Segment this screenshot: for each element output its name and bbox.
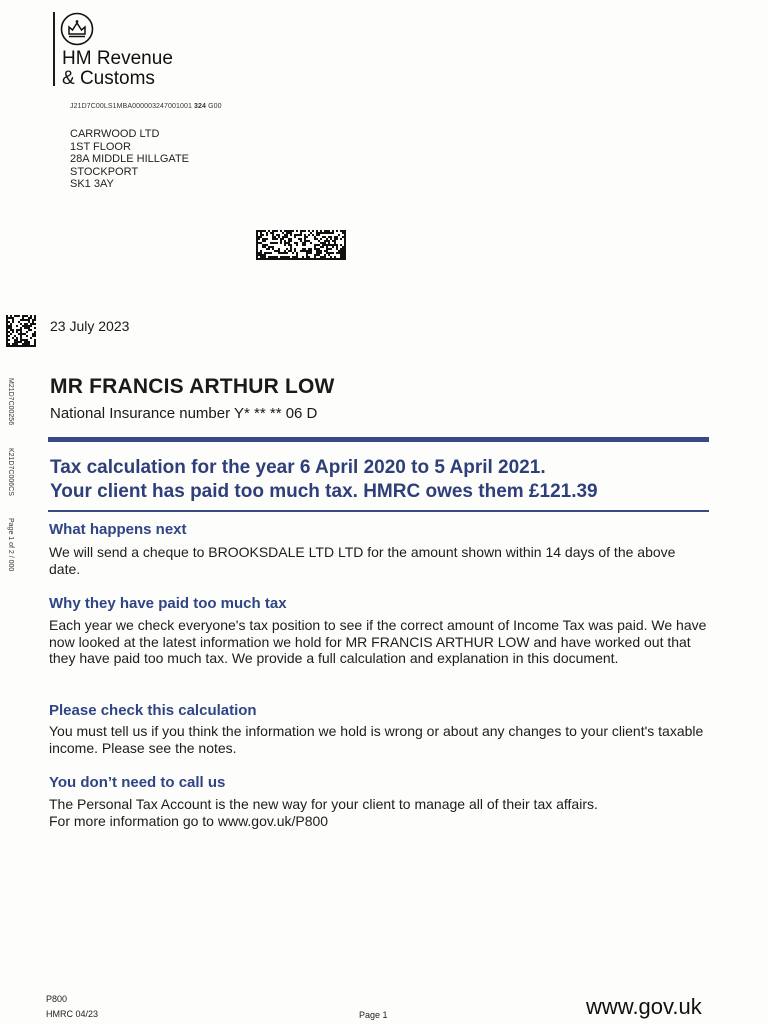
qr-code-icon bbox=[6, 315, 36, 347]
address-line: SK1 3AY bbox=[70, 178, 114, 190]
section-heading-why-overpaid: Why they have paid too much tax bbox=[49, 595, 287, 612]
section-body-line-2: For more information go to www.gov.uk/P800 bbox=[49, 812, 329, 829]
section-heading-what-happens-next: What happens next bbox=[49, 521, 187, 538]
address-line: STOCKPORT bbox=[70, 165, 139, 178]
reference-suffix: G00 bbox=[206, 103, 222, 110]
form-code: P800 bbox=[46, 994, 68, 1004]
reference-code bbox=[70, 103, 222, 110]
headline-line-2: Your client has paid too much tax. HMRC owes them £121.39 bbox=[50, 481, 598, 502]
page-number: Page 1 bbox=[359, 1010, 388, 1020]
side-code-1: M21D7C00256 bbox=[7, 378, 14, 426]
section-heading-check-calculation: Please check this calculation bbox=[49, 702, 257, 719]
tax-headline bbox=[50, 456, 598, 504]
section-body-what-happens-next: We will send a cheque to BROOKSDALE LTD LTD for the amount shown within 14 days of the above date. bbox=[49, 544, 676, 577]
heading-divider bbox=[48, 437, 709, 442]
website-link[interactable]: www.gov.uk bbox=[586, 994, 702, 1019]
section-heading-no-need-to-call: You don’t need to call us bbox=[49, 774, 226, 791]
crown-crest-icon bbox=[60, 12, 94, 46]
logo-line-1: HM Revenue bbox=[62, 48, 173, 69]
headline-line-1: Tax calculation for the year 6 April 2020 to 5 April 2021. bbox=[50, 457, 546, 478]
hmrc-logo-text bbox=[62, 49, 173, 89]
section-body-why-overpaid: Each year we check everyone's tax position to see if the correct amount of Income Tax was paid. We have now looked at the latest information we hold for MR FRANCIS ARTHUR LOW and have worked out that they have paid too much tax. We provide a full calculation and explanation in this document. bbox=[49, 617, 707, 666]
address-block bbox=[70, 128, 189, 191]
recipient-name: MR FRANCIS ARTHUR LOW bbox=[50, 375, 335, 398]
letter-date: 23 July 2023 bbox=[50, 318, 130, 334]
logo-line-2: & Customs bbox=[62, 68, 155, 89]
logo-divider bbox=[53, 12, 55, 86]
form-version: HMRC 04/23 bbox=[46, 1009, 99, 1019]
address-line: 1ST FLOOR bbox=[70, 140, 131, 153]
side-print-codes bbox=[2, 370, 16, 750]
address-line: 28A MIDDLE HILLGATE bbox=[70, 153, 190, 165]
headline-divider bbox=[48, 510, 709, 512]
section-body-check-calculation: You must tell us if you think the information we hold is wrong or about any changes to your client's taxable income. Please see the notes. bbox=[49, 723, 704, 756]
address-line: CARRWOOD LTD bbox=[70, 128, 160, 140]
reference-prefix: J21D7C00LS1MBA000003247001001 bbox=[70, 103, 195, 110]
datamatrix-barcode-icon bbox=[256, 230, 346, 260]
side-code-2: K21D7C006CS bbox=[7, 448, 14, 496]
side-code-3: Page 1 of 2 / 000 bbox=[7, 518, 14, 572]
national-insurance-number: National Insurance number Y* ** ** 06 D bbox=[50, 405, 318, 422]
section-body-no-need-to-call bbox=[49, 796, 709, 829]
reference-bold: 324 bbox=[194, 103, 207, 110]
section-body-line-1: The Personal Tax Account is the new way for your client to manage all of their tax affairs. bbox=[49, 796, 598, 812]
